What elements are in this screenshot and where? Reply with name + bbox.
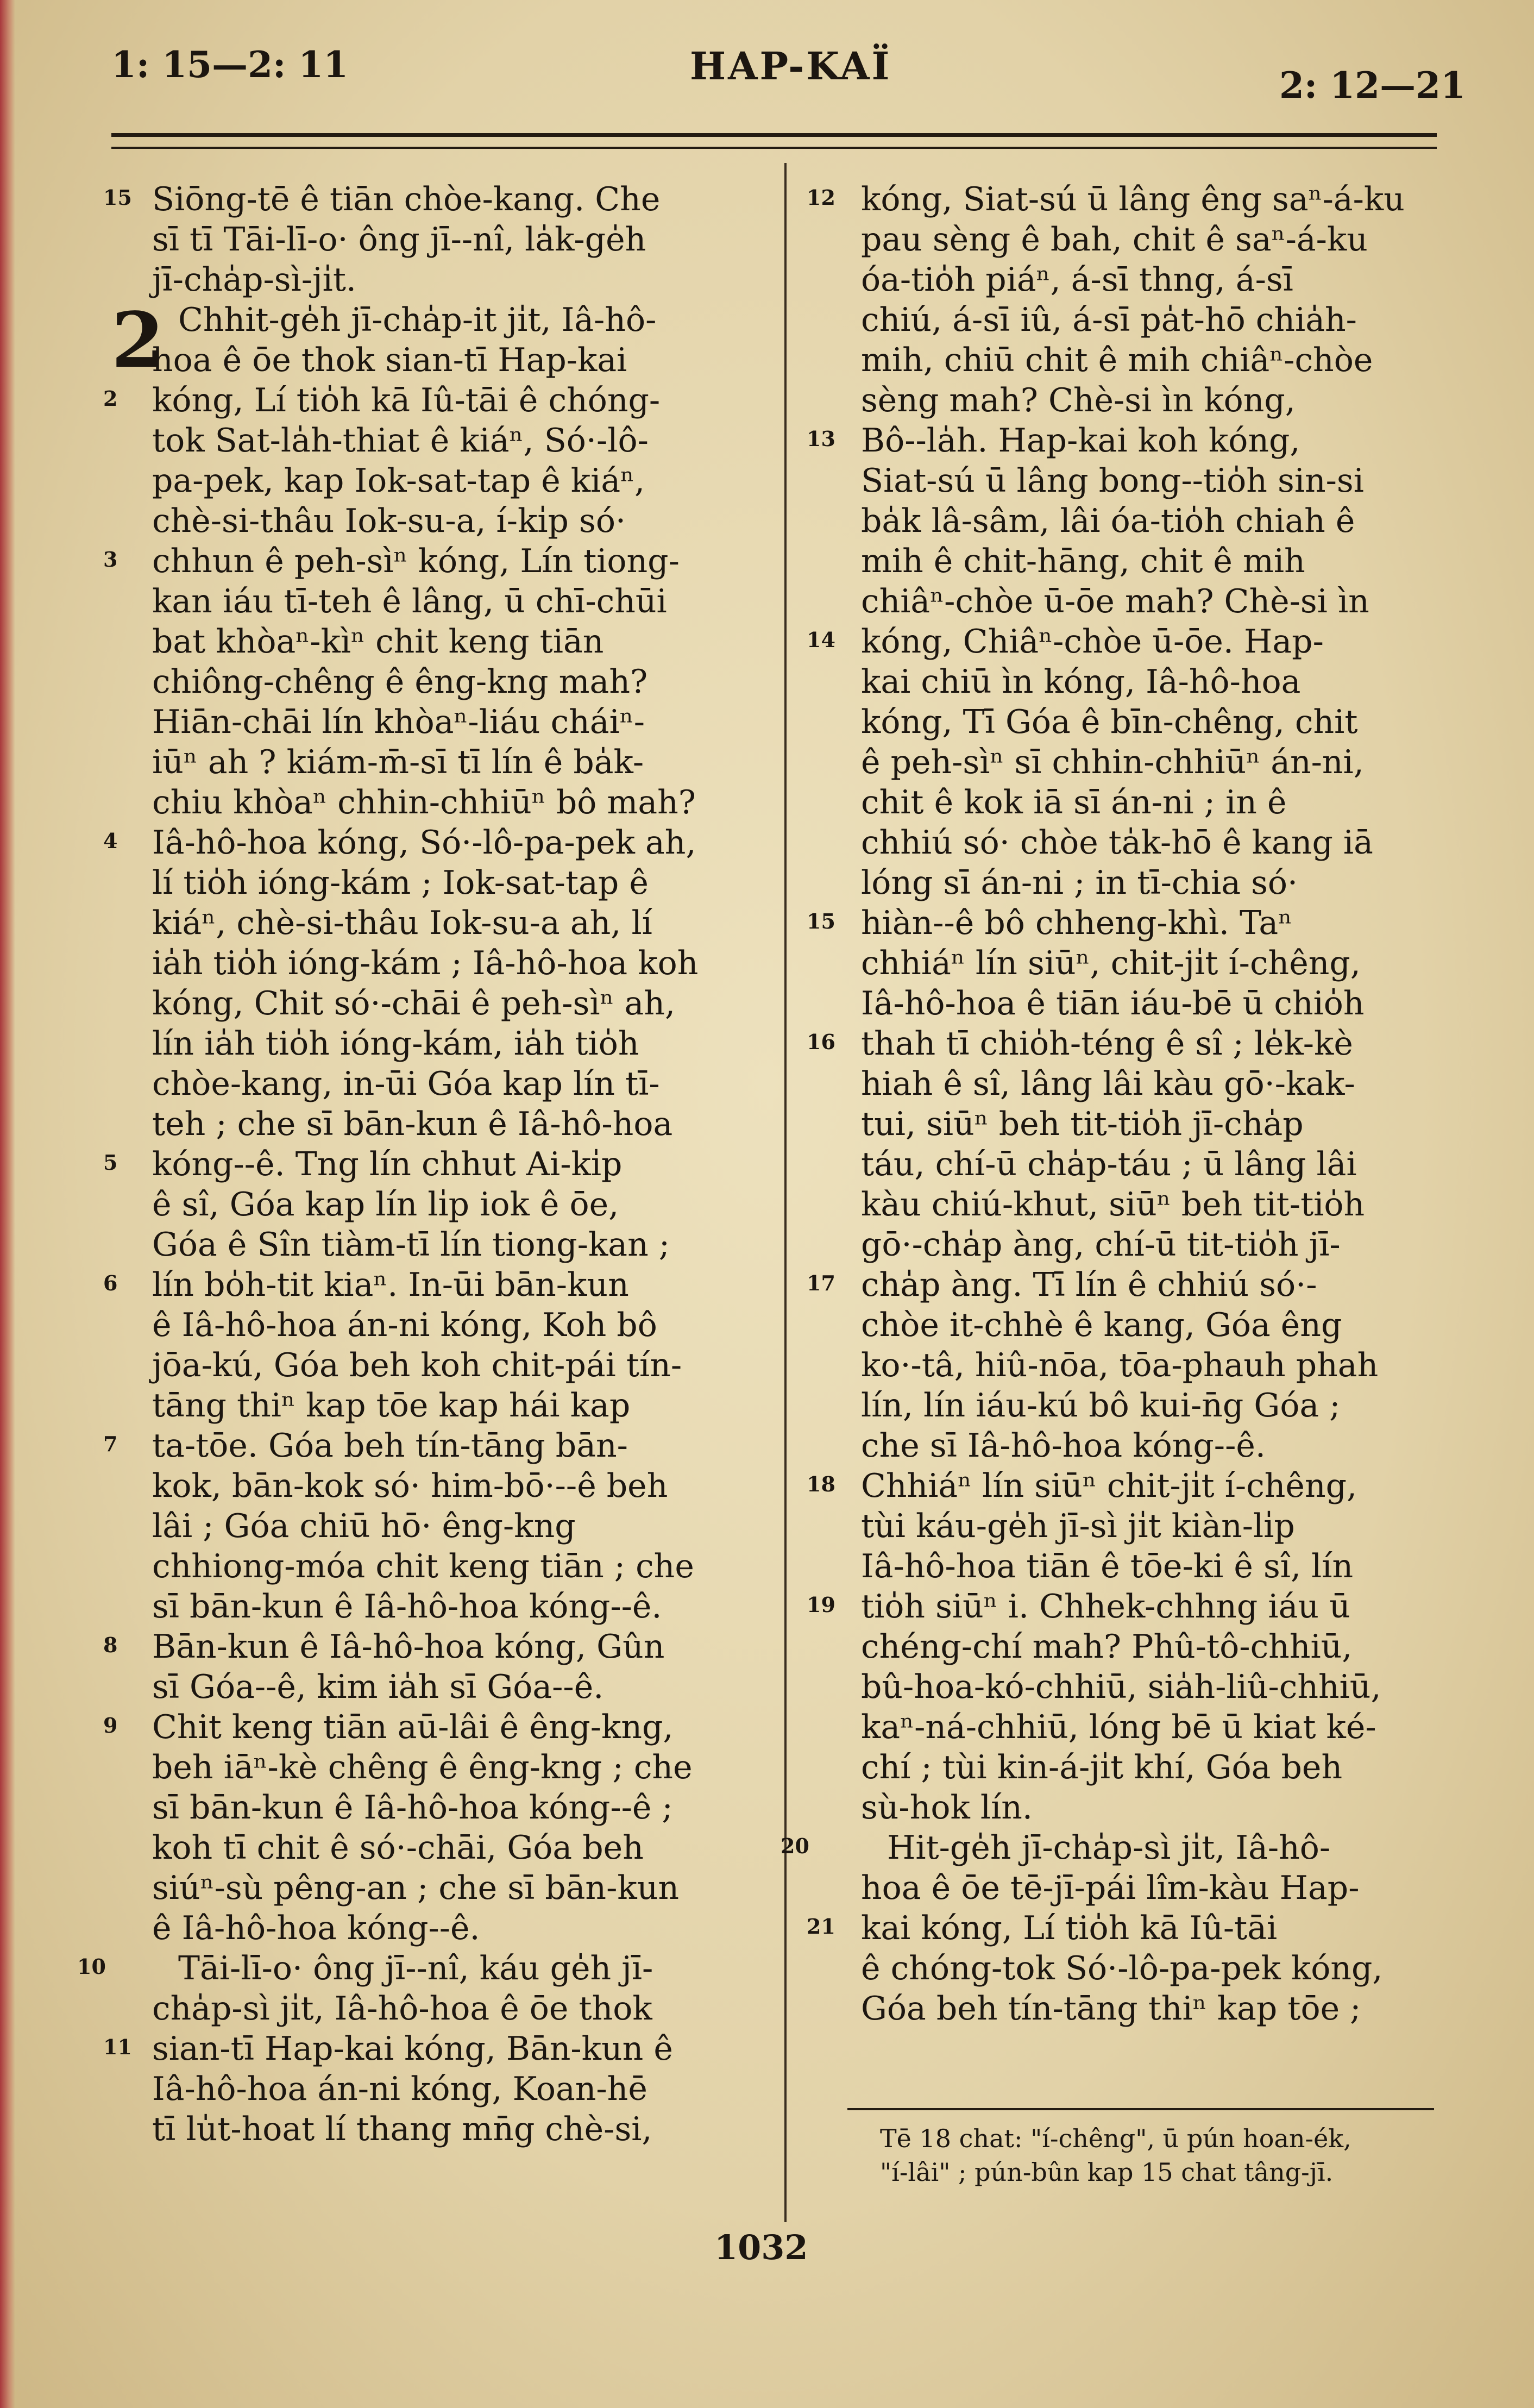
chapter-number: 2 bbox=[111, 296, 165, 385]
text-line: teh ; che sī bān-kun ê Iâ-hô-hoa bbox=[152, 1105, 673, 1143]
text-line: hiah ê sî, lâng lâi kàu gō·-kak- bbox=[861, 1065, 1355, 1103]
text-line: 2 kóng, Lí tio̍h kā Iû-tāi ê chóng- bbox=[103, 381, 661, 419]
text-line: tui, siūⁿ beh tit-tio̍h jī-cha̍p bbox=[861, 1105, 1304, 1143]
text-line: ê Iâ-hô-hoa án-ni kóng, Koh bô bbox=[152, 1306, 657, 1344]
footnote bbox=[880, 2122, 1434, 2189]
header-rule-thin bbox=[111, 147, 1437, 149]
text-line: chí ; tùi kin-á-ji̍t khí, Góa beh bbox=[861, 1748, 1343, 1786]
text-line: chhiáⁿ lín siūⁿ, chit-ji̍t í-chêng, bbox=[861, 944, 1361, 982]
text-line: ê peh-sìⁿ sī chhin-chhiūⁿ án-ni, bbox=[861, 743, 1364, 781]
text-line: 6 lín bo̍h-tit kiaⁿ. In-ūi bān-kun bbox=[103, 1266, 629, 1304]
text-line: beh iāⁿ-kè chêng ê êng-kng ; che bbox=[152, 1748, 693, 1786]
text-line: lín ia̍h tio̍h ióng-kám, ia̍h tio̍h bbox=[152, 1025, 639, 1063]
text-line: táu, chí-ū cha̍p-táu ; ū lâng lâi bbox=[861, 1145, 1357, 1183]
text-line: ê sî, Góa kap lín li̍p iok ê ōe, bbox=[152, 1186, 619, 1224]
verse-number: 20 bbox=[781, 1834, 809, 1858]
text-line: lí tio̍h ióng-kám ; Iok-sat-tap ê bbox=[152, 864, 649, 902]
text-line: chiông-chêng ê êng-kng mah? bbox=[152, 663, 648, 701]
verse-number: 21 bbox=[807, 1914, 835, 1939]
text-line: 3 chhun ê peh-sìⁿ kóng, Lín tiong- bbox=[103, 542, 680, 580]
text-line: ko·-tâ, hiû-nōa, tōa-phauh phah bbox=[861, 1346, 1379, 1384]
text-line: 18 Chhiáⁿ lín siūⁿ chit-ji̍t í-chêng, bbox=[807, 1467, 1357, 1505]
text-line: 9 Chit keng tiān aū-lâi ê êng-kng, bbox=[103, 1708, 674, 1746]
text-line: gō·-cha̍p àng, chí-ū tit-tio̍h jī- bbox=[861, 1226, 1341, 1264]
verse-number: 19 bbox=[807, 1592, 835, 1617]
text-line: 13 Bô--la̍h. Hap-kai koh kóng, bbox=[807, 422, 1300, 460]
text-line: Iâ-hô-hoa án-ni kóng, Koan-hē bbox=[152, 2070, 647, 2108]
text-line: ê Iâ-hô-hoa kóng--ê. bbox=[152, 1909, 480, 1947]
text-line: Hiān-chāi lín khòaⁿ-liáu cháiⁿ- bbox=[152, 703, 645, 741]
footnote-line: "í-lâi" ; pún-bûn kap 15 chat tâng-jī. bbox=[880, 2158, 1334, 2187]
text-line: pau sèng ê bah, chit ê saⁿ-á-ku bbox=[861, 221, 1368, 259]
text-line: jōa-kú, Góa beh koh chit-pái tín- bbox=[152, 1346, 682, 1384]
header-left-reference: 1: 15—2: 11 bbox=[111, 43, 349, 86]
text-line: sèng mah? Chè-si ìn kóng, bbox=[861, 381, 1296, 419]
text-line: 2 Chhit-ge̍h jī-cha̍p-it ji̍t, Iâ-hô- bbox=[111, 296, 657, 385]
verse-number: 18 bbox=[807, 1472, 835, 1496]
text-line: sī tī Tāi-lī-o· ông jī--nî, la̍k-ge̍h bbox=[152, 221, 646, 259]
column-divider bbox=[784, 163, 787, 2222]
page-number: 1032 bbox=[714, 2228, 808, 2267]
text-line: lâi ; Góa chiū hō· êng-kng bbox=[152, 1507, 576, 1545]
text-line: kóng, Chit só·-chāi ê peh-sìⁿ ah, bbox=[152, 984, 676, 1023]
text-line: 21 kai kóng, Lí tio̍h kā Iû-tāi bbox=[807, 1909, 1278, 1947]
verse-number: 16 bbox=[807, 1030, 835, 1054]
text-line: che sī Iâ-hô-hoa kóng--ê. bbox=[861, 1427, 1266, 1465]
text-line: hoa ê ōe tē-jī-pái lîm-kàu Hap- bbox=[861, 1869, 1360, 1907]
verse-number: 15 bbox=[103, 185, 132, 210]
text-line: 20 Hit-ge̍h jī-cha̍p-sì ji̍t, Iâ-hô- bbox=[781, 1829, 1331, 1867]
text-line: 4 Iâ-hô-hoa kóng, Só·-lô-pa-pek ah, bbox=[103, 824, 696, 862]
verse-number: 11 bbox=[103, 2035, 132, 2059]
text-line: chit ê kok iā sī án-ni ; in ê bbox=[861, 783, 1287, 822]
text-line: chhiong-móa chit keng tiān ; che bbox=[152, 1547, 694, 1585]
text-line: chéng-chí mah? Phû-tô-chhiū, bbox=[861, 1628, 1353, 1666]
text-line: Góa beh tín-tāng thiⁿ kap tōe ; bbox=[861, 1990, 1361, 2028]
text-line: pa-pek, kap Iok-sat-tap ê kiáⁿ, bbox=[152, 462, 645, 500]
text-line: ia̍h tio̍h ióng-kám ; Iâ-hô-hoa koh bbox=[152, 944, 699, 982]
text-line: koh tī chit ê só·-chāi, Góa beh bbox=[152, 1829, 644, 1867]
text-line: chiú, á-sī iû, á-sī pa̍t-hō chia̍h- bbox=[861, 301, 1357, 339]
text-line: chhiú só· chòe ta̍k-hō ê kang iā bbox=[861, 824, 1373, 862]
text-line: chiu khòaⁿ chhin-chhiūⁿ bô mah? bbox=[152, 783, 696, 822]
page-edge bbox=[0, 0, 15, 2408]
verse-number: 2 bbox=[103, 386, 118, 411]
verse-number: 13 bbox=[807, 427, 835, 451]
text-line: siúⁿ-sù pêng-an ; che sī bān-kun bbox=[152, 1869, 679, 1907]
text-line: jī-cha̍p-sì-ji̍t. bbox=[152, 261, 356, 299]
text-line: kok, bān-kok só· him-bō·--ê beh bbox=[152, 1467, 668, 1505]
text-line: Iâ-hô-hoa tiān ê tōe-ki ê sî, lín bbox=[861, 1547, 1354, 1585]
text-line: 10 Tāi-lī-o· ông jī--nî, káu ge̍h jī- bbox=[77, 1949, 653, 1987]
left-column bbox=[77, 179, 766, 2149]
header-right-reference: 2: 12—21 bbox=[1279, 64, 1466, 106]
text-line: chòe-kang, in-ūi Góa kap lín tī- bbox=[152, 1065, 660, 1103]
text-line: 17 cha̍p àng. Tī lín ê chhiú só·- bbox=[807, 1266, 1317, 1304]
footnote-rule bbox=[847, 2108, 1434, 2110]
text-line: 12 kóng, Siat-sú ū lâng êng saⁿ-á-ku bbox=[807, 180, 1405, 218]
verse-number: 3 bbox=[103, 547, 118, 572]
text-line: 5 kóng--ê. Tng lín chhut Ai-ki̍p bbox=[103, 1145, 623, 1183]
text-line: Iâ-hô-hoa ê tiān iáu-bē ū chio̍h bbox=[861, 984, 1365, 1023]
text-line: cha̍p-sì ji̍t, Iâ-hô-hoa ê ōe thok bbox=[152, 1990, 652, 2028]
text-line: ba̍k lâ-sâm, lâi óa-tio̍h chiah ê bbox=[861, 502, 1355, 540]
text-line: lóng sī án-ni ; in tī-chia só· bbox=[861, 864, 1298, 902]
verse-number: 8 bbox=[103, 1633, 118, 1657]
text-line: kàu chiú-khut, siūⁿ beh tit-tio̍h bbox=[861, 1186, 1365, 1224]
text-line: Siat-sú ū lâng bong--tio̍h sin-si bbox=[861, 462, 1364, 500]
footnote-line: Tē 18 chat: "í-chêng", ū pún hoan-ék, bbox=[880, 2124, 1351, 2153]
verse-number: 15 bbox=[807, 909, 835, 933]
text-line: 15 hiàn--ê bô chheng-khì. Taⁿ bbox=[807, 904, 1293, 942]
text-line: tok Sat-la̍h-thiat ê kiáⁿ, Só·-lô- bbox=[152, 422, 649, 460]
text-line: 8 Bān-kun ê Iâ-hô-hoa kóng, Gûn bbox=[103, 1628, 665, 1666]
verse-number: 7 bbox=[103, 1432, 118, 1456]
text-line: chòe it-chhè ê kang, Góa êng bbox=[861, 1306, 1342, 1344]
text-line: kaⁿ-ná-chhiū, lóng bē ū kiat ké- bbox=[861, 1708, 1376, 1746]
text-line: 15 Siōng-tē ê tiān chòe-kang. Che bbox=[103, 180, 661, 218]
text-line: iūⁿ ah ? kiám-m̄-sī tī lín ê ba̍k- bbox=[152, 743, 644, 781]
text-line: 16 thah tī chio̍h-téng ê sî ; le̍k-kè bbox=[807, 1025, 1353, 1063]
verse-number: 6 bbox=[103, 1271, 118, 1295]
text-line: kan iáu tī-teh ê lâng, ū chī-chūi bbox=[152, 582, 667, 620]
text-line: 14 kóng, Chiâⁿ-chòe ū-ōe. Hap- bbox=[807, 623, 1324, 661]
text-line: sī bān-kun ê Iâ-hô-hoa kóng--ê. bbox=[152, 1588, 662, 1626]
text-line: tī lu̍t-hoat lí thang mn̄g chè-si, bbox=[152, 2110, 652, 2148]
right-column bbox=[781, 179, 1475, 2029]
text-line: kai chiū ìn kóng, Iâ-hô-hoa bbox=[861, 663, 1301, 701]
text-line: 11 sian-tī Hap-kai kóng, Bān-kun ê bbox=[103, 2030, 673, 2068]
text-line: mih, chiū chit ê mih chiâⁿ-chòe bbox=[861, 341, 1373, 379]
text-line: sù-hok lín. bbox=[861, 1789, 1033, 1827]
text-line: hoa ê ōe thok sian-tī Hap-kai bbox=[152, 341, 627, 379]
text-line: lín, lín iáu-kú bô kui-n̄g Góa ; bbox=[861, 1387, 1341, 1425]
text-line: mih ê chit-hāng, chit ê mih bbox=[861, 542, 1305, 580]
verse-number: 17 bbox=[807, 1271, 835, 1295]
text-line: bû-hoa-kó-chhiū, sia̍h-liû-chhiū, bbox=[861, 1668, 1381, 1706]
text-line: ê chóng-tok Só·-lô-pa-pek kóng, bbox=[861, 1949, 1383, 1987]
book-title: HAP-KAÏ bbox=[690, 43, 892, 89]
text-line: bat khòaⁿ-kìⁿ chit keng tiān bbox=[152, 623, 604, 661]
text-line: kiáⁿ, chè-si-thâu Iok-su-a ah, lí bbox=[152, 904, 652, 942]
verse-number: 5 bbox=[103, 1150, 118, 1175]
text-line: kóng, Tī Góa ê bīn-chêng, chit bbox=[861, 703, 1358, 741]
verse-number: 10 bbox=[77, 1954, 106, 1979]
text-line: tùi káu-ge̍h jī-sì ji̍t kiàn-li̍p bbox=[861, 1507, 1295, 1545]
text-line: óa-tio̍h piáⁿ, á-sī thng, á-sī bbox=[861, 261, 1293, 299]
verse-number: 12 bbox=[807, 185, 835, 210]
text-line: tāng thiⁿ kap tōe kap hái kap bbox=[152, 1387, 631, 1425]
header-rule-thick bbox=[111, 133, 1437, 137]
text-line: chè-si-thâu Iok-su-a, í-ki̍p só· bbox=[152, 502, 626, 540]
text-line: sī Góa--ê, kim ia̍h sī Góa--ê. bbox=[152, 1668, 604, 1706]
verse-number: 4 bbox=[103, 829, 118, 853]
text-line: sī bān-kun ê Iâ-hô-hoa kóng--ê ; bbox=[152, 1789, 673, 1827]
running-header bbox=[0, 0, 1534, 141]
text-line: 7 ta-tōe. Góa beh tín-tāng bān- bbox=[103, 1427, 628, 1465]
verse-number: 9 bbox=[103, 1713, 118, 1738]
text-line: Góa ê Sîn tiàm-tī lín tiong-kan ; bbox=[152, 1226, 670, 1264]
text-line: 19 tio̍h siūⁿ i. Chhek-chhng iáu ū bbox=[807, 1588, 1350, 1626]
verse-number: 14 bbox=[807, 628, 835, 652]
text-line: chiâⁿ-chòe ū-ōe mah? Chè-si ìn bbox=[861, 582, 1369, 620]
